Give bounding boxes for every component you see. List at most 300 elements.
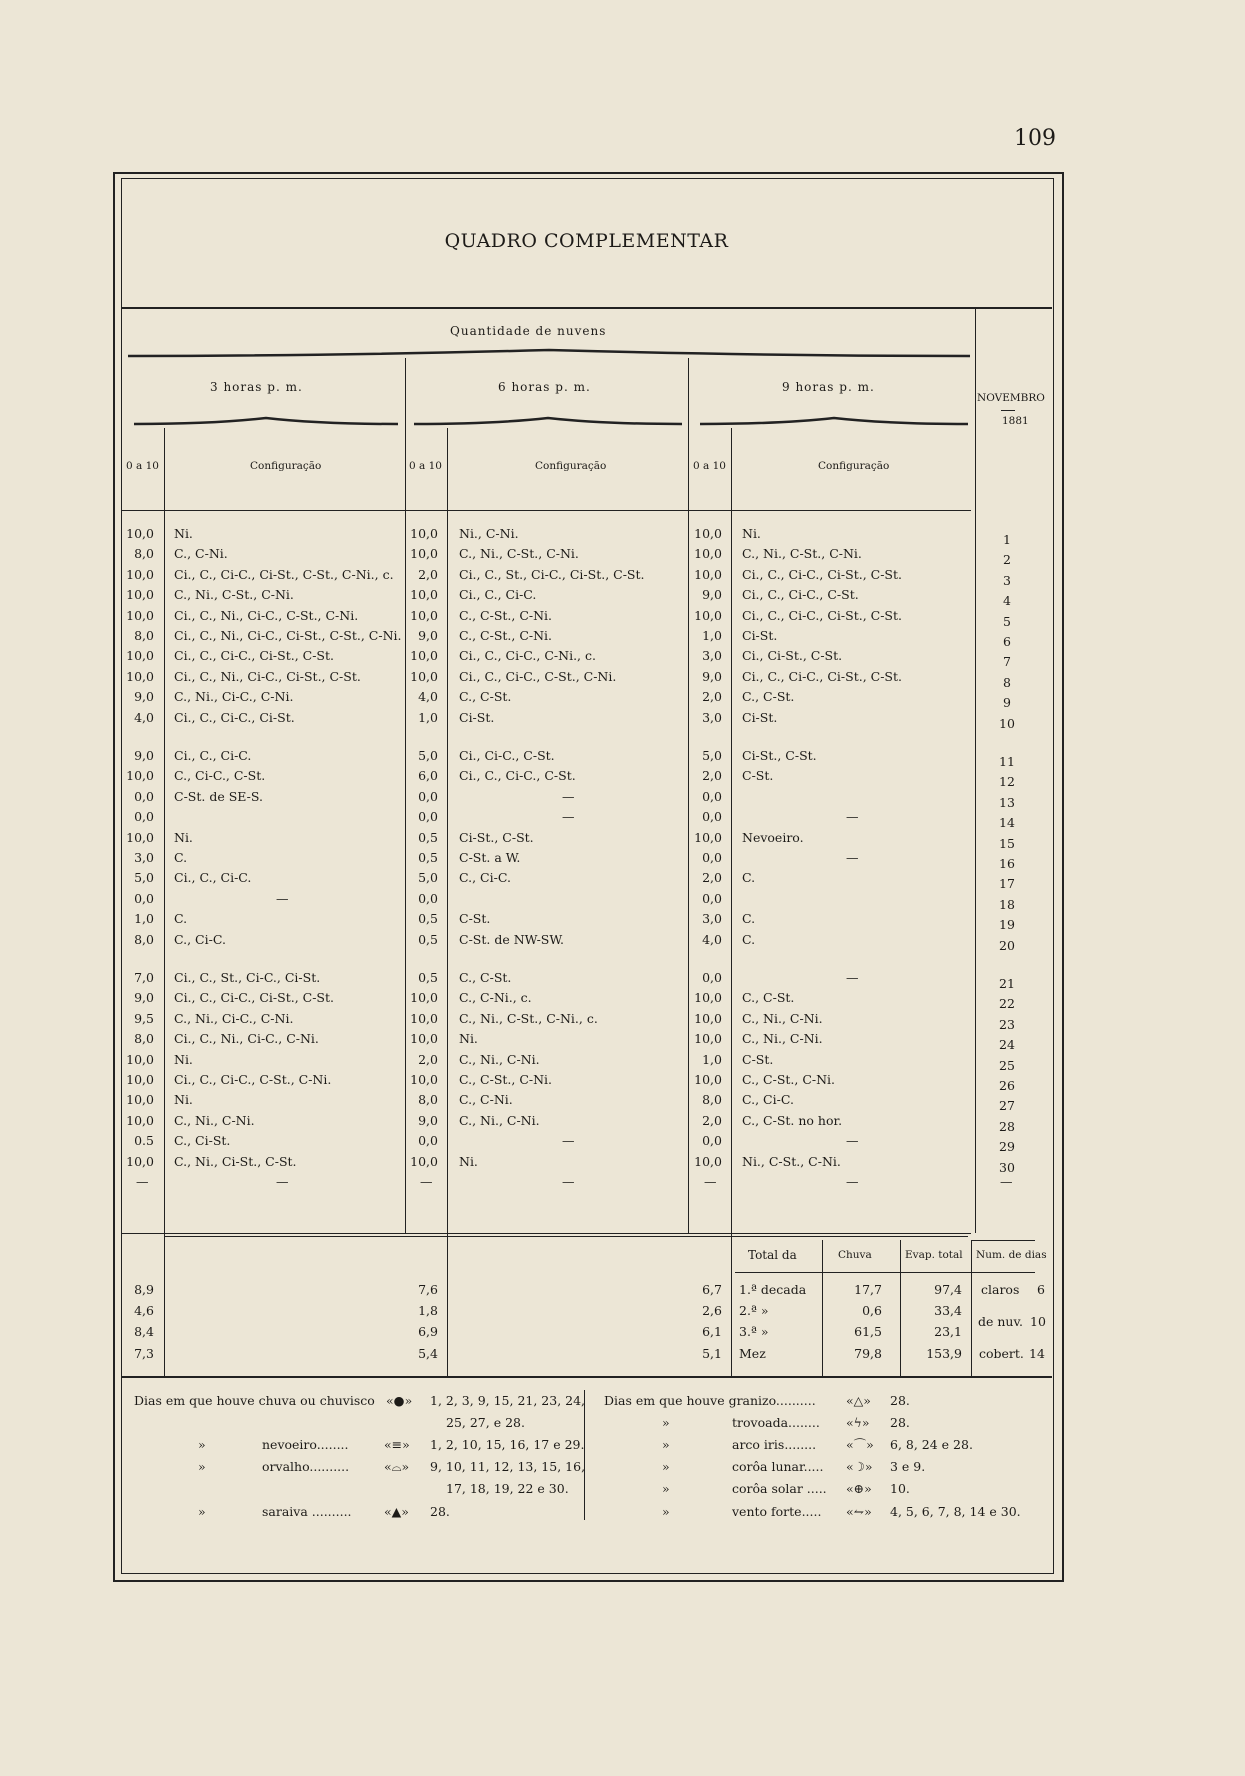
table-cell-day: 11	[999, 754, 1015, 769]
table-cell-c9: 0,0	[702, 788, 722, 804]
table-cell-c3: 0.5	[134, 1133, 154, 1149]
table-cell-c9: 2,0	[702, 689, 722, 705]
table-cell-c3: 4,0	[134, 709, 154, 725]
table-cell-c6: 10,0	[410, 1031, 438, 1047]
table-cell-k6: Ci., C., Ci-C., C-Ni., c.	[459, 648, 596, 664]
table-cell-c3: 9,5	[134, 1010, 154, 1026]
summary-claros-n: 6	[1037, 1282, 1045, 1297]
note-lunar-days: 3 e 9.	[890, 1459, 926, 1474]
table-cell-k6: C., Ci-C.	[459, 870, 511, 886]
table-cell-day: 17	[999, 876, 1015, 892]
table-cell-k6: C., Ni., C-St., C-Ni.	[459, 546, 579, 562]
table-cell-c9: 5,0	[702, 748, 722, 763]
table-cell-c9: 3,0	[702, 911, 722, 927]
table-cell-k9: —	[846, 1133, 859, 1149]
summary-cell-c3: 8,4	[134, 1324, 154, 1339]
table-cell-c6: 0,5	[418, 911, 438, 927]
table-cell-c9: 8,0	[702, 1092, 722, 1108]
table-cell-c6: 0,0	[418, 788, 438, 804]
header-config-6h: Configuração	[535, 460, 607, 472]
table-cell-k9: C.	[742, 911, 756, 927]
header-time-3h: 3 horas p. m.	[210, 380, 303, 394]
table-cell-c6: 0,0	[418, 1133, 438, 1149]
table-cell-day: 2	[1003, 552, 1011, 568]
table-cell-k6: Ni.	[459, 1153, 478, 1169]
note-ditto: »	[662, 1437, 670, 1452]
header-scale-6h: 0 a 10	[409, 460, 442, 472]
table-cell-k9: C-St.	[742, 768, 774, 784]
table-cell-k9: C., Ci-C.	[742, 1092, 794, 1108]
table-cell-k9: Ci., C., Ci-C., Ci-St., C-St.	[742, 607, 902, 623]
table-cell-k3: C-St. de SE-S.	[174, 788, 263, 804]
table-cell-k9: Ci., Ci-St., C-St.	[742, 648, 843, 664]
table-cell-c9: 10,0	[694, 566, 722, 582]
table-cell-day: 21	[999, 976, 1015, 991]
table-cell-k9: C., Ni., C-Ni.	[742, 1010, 823, 1026]
table-cell-c6: 10,0	[410, 546, 438, 562]
table-cell-day: 10	[999, 715, 1015, 731]
table-cell-c6: 10,0	[410, 587, 438, 603]
col-divider-3h-6h	[405, 358, 406, 1233]
table-cell-c6: 10,0	[410, 607, 438, 623]
table-cell-k3: Ci., C., Ni., Ci-C., C-St., C-Ni.	[174, 607, 359, 623]
header-month: NOVEMBRO	[977, 392, 1045, 404]
summary-cell-labels: Mez	[739, 1346, 766, 1361]
table-cell-day: 4	[1003, 593, 1011, 609]
table-cell-k9: Ci., C., Ci-C., C-St.	[742, 587, 859, 603]
table-title: QUADRO COMPLEMENTAR	[444, 230, 729, 252]
note-granizo-icon: «△»	[846, 1393, 871, 1408]
brace-6h	[414, 416, 682, 428]
note-lunar-label: corôa lunar.....	[732, 1459, 824, 1474]
summary-divider-d	[822, 1240, 823, 1376]
table-cell-k6: C., C-St., C-Ni.	[459, 628, 553, 643]
summary-cell-chuva: 17,7	[854, 1282, 882, 1297]
month-year-rule	[1001, 410, 1015, 411]
summary-cell-c6: 6,9	[418, 1324, 438, 1339]
wind-symbol-icon: ⥊	[853, 1504, 865, 1519]
table-cell-c6: 0,0	[418, 890, 438, 906]
table-cell-k6: Ci., C., Ci-C., C-St., C-Ni.	[459, 668, 617, 684]
table-cell-c9: 9,0	[702, 668, 722, 684]
note-granizo-label: Dias em que houve granizo..........	[604, 1393, 816, 1408]
header-group: Quantidade de nuvens	[450, 324, 607, 338]
summary-cell-labels: 1.ª decada	[739, 1282, 807, 1297]
note-ditto: »	[662, 1415, 670, 1430]
table-cell-k3: C., C-Ni.	[174, 546, 228, 562]
thunder-symbol-icon: ϟ	[853, 1415, 862, 1430]
table-cell-day: 30	[999, 1159, 1015, 1175]
fog-symbol-icon: ≡	[391, 1437, 403, 1452]
table-cell-k3: C., Ni., Ci-St., C-St.	[174, 1153, 297, 1169]
table-cell-k3: Ci., C., Ci-C.	[174, 748, 252, 763]
col-divider-9h	[731, 428, 732, 1233]
table-cell-c6: 6,0	[418, 768, 438, 784]
note-saraiva-icon: «▲»	[384, 1504, 409, 1519]
table-cell-c6: 10,0	[410, 990, 438, 1006]
note-solar-label: corôa solar .....	[732, 1481, 827, 1496]
table-cell-c9: 0,0	[702, 1133, 722, 1149]
brace-group	[128, 348, 970, 362]
solar-corona-symbol-icon: ⊕	[853, 1481, 865, 1496]
table-cell-c3: 7,0	[134, 970, 154, 985]
title-divider	[121, 307, 1052, 309]
table-cell-c3: 9,0	[134, 748, 154, 763]
table-cell-k9: —	[846, 809, 859, 825]
note-chuva-days: 1, 2, 3, 9, 15, 21, 23, 24,	[430, 1393, 586, 1408]
table-cell-c3: 8,0	[134, 931, 154, 947]
table-cell-c3: 3,0	[134, 850, 154, 865]
summary-cell-chuva: 79,8	[854, 1346, 882, 1361]
note-ditto: »	[662, 1504, 670, 1519]
header-year: 1881	[1002, 415, 1029, 427]
summary-cell-evap: 153,9	[926, 1346, 962, 1361]
summary-cell-c9: 6,7	[702, 1282, 722, 1297]
summary-divider-a	[164, 1233, 165, 1376]
summary-header-numdias: Num. de dias	[976, 1249, 1047, 1261]
table-cell-c9: 10,0	[694, 546, 722, 562]
table-cell-k9: C-St.	[742, 1051, 774, 1067]
table-cell-k9: Ci-St.	[742, 628, 778, 643]
table-cell-day: 14	[999, 815, 1015, 831]
table-cell-c3: 10,0	[126, 1072, 154, 1087]
table-cell-day: 3	[1003, 572, 1011, 588]
brace-3h	[134, 416, 398, 428]
note-nevoeiro-label: nevoeiro........	[262, 1437, 349, 1452]
summary-cell-c6: 7,6	[418, 1282, 438, 1297]
subheader-rule-3	[164, 1236, 968, 1237]
col-divider-3h	[164, 428, 165, 1233]
summary-cell-chuva: 61,5	[854, 1324, 882, 1339]
table-cell-k6: Ci-St., C-St.	[459, 829, 534, 845]
rain-symbol-icon: ●	[393, 1393, 405, 1408]
summary-cell-evap: 97,4	[934, 1282, 962, 1297]
summary-divider-b	[447, 1233, 448, 1376]
table-cell-k9: C., Ni., C-Ni.	[742, 1031, 823, 1047]
table-cell-c3: 5,0	[134, 870, 154, 886]
table-cell-c9: 1,0	[702, 628, 722, 643]
table-cell-c9: 3,0	[702, 648, 722, 664]
table-cell-day: 6	[1003, 634, 1011, 649]
table-cell-c6: 4,0	[418, 689, 438, 705]
table-cell-c9: 10,0	[694, 1010, 722, 1026]
table-cell-k6: C., C-St., C-Ni.	[459, 607, 553, 623]
table-cell-c9: 0,0	[702, 809, 722, 825]
table-cell-c6: 8,0	[418, 1092, 438, 1108]
summary-cell-chuva: 0,6	[862, 1303, 882, 1318]
note-vento-days: 4, 5, 6, 7, 8, 14 e 30.	[890, 1504, 1021, 1519]
dash-row-cell: —	[276, 1173, 289, 1189]
table-cell-c3: 10,0	[126, 829, 154, 845]
note-lunar-icon: «☽»	[846, 1459, 873, 1474]
table-cell-day: 8	[1003, 674, 1011, 690]
table-cell-k9: C., Ni., C-St., C-Ni.	[742, 546, 862, 562]
table-cell-k6: C., Ni., C-Ni.	[459, 1051, 540, 1067]
note-ditto: »	[198, 1437, 206, 1452]
table-cell-k3: C., Ni., C-Ni.	[174, 1112, 255, 1128]
table-cell-day: 20	[999, 937, 1015, 953]
note-orvalho-label: orvalho..........	[262, 1459, 350, 1474]
table-cell-k6: Ni.	[459, 1031, 478, 1047]
summary-cell-c6: 1,8	[418, 1303, 438, 1318]
table-cell-k9: Ni., C-St., C-Ni.	[742, 1153, 841, 1169]
rainbow-symbol-icon: ⌒	[853, 1437, 867, 1452]
table-cell-k3: Ci., C., Ci-C., Ci-St.	[174, 709, 295, 725]
header-time-6h: 6 horas p. m.	[498, 380, 591, 394]
summary-header-evap: Evap. total	[905, 1249, 963, 1261]
summary-divider-c	[731, 1233, 732, 1376]
table-cell-c9: 4,0	[702, 931, 722, 947]
table-cell-k6: —	[562, 788, 575, 804]
dash-row-cell: —	[562, 1173, 575, 1189]
table-cell-c3: 10,0	[126, 526, 154, 541]
table-cell-k9: Ci., C., Ci-C., Ci-St., C-St.	[742, 668, 902, 684]
table-cell-k6: C., C-St., C-Ni.	[459, 1072, 553, 1087]
table-cell-k3: Ci., C., St., Ci-C., Ci-St.	[174, 970, 321, 985]
table-cell-k3: Ci., C., Ci-C., Ci-St., C-St.	[174, 990, 334, 1006]
table-cell-k3: C.	[174, 850, 188, 865]
header-time-9h: 9 horas p. m.	[782, 380, 875, 394]
table-cell-c6: 10,0	[410, 1153, 438, 1169]
table-cell-k3: Ni.	[174, 829, 193, 845]
note-chuva-cont: 25, 27, e 28.	[446, 1415, 525, 1430]
table-cell-day: 9	[1003, 695, 1011, 711]
table-cell-c6: 10,0	[410, 668, 438, 684]
summary-claros: claros	[981, 1282, 1020, 1297]
header-config-3h: Configuração	[250, 460, 322, 472]
table-cell-day: 7	[1003, 654, 1011, 670]
table-cell-c3: 10,0	[126, 587, 154, 603]
table-cell-k9: C., C-St.	[742, 689, 795, 705]
table-cell-k3: Ni.	[174, 1051, 193, 1067]
table-cell-k6: —	[562, 1133, 575, 1149]
table-cell-k3: Ci., C., Ci-C., C-St., C-Ni.	[174, 1072, 332, 1087]
table-cell-k3: Ci., C., Ni., Ci-C., Ci-St., C-St.	[174, 668, 361, 684]
table-cell-k9: Nevoeiro.	[742, 829, 804, 845]
table-cell-c3: 10,0	[126, 768, 154, 784]
table-cell-c3: 10,0	[126, 566, 154, 582]
table-cell-k6: Ci., C., St., Ci-C., Ci-St., C-St.	[459, 566, 645, 582]
table-cell-day: 25	[999, 1057, 1015, 1073]
table-cell-k6: C-St.	[459, 911, 491, 927]
dash-row-cell: —	[136, 1173, 149, 1189]
table-cell-c6: 10,0	[410, 1010, 438, 1026]
table-cell-k9: C.	[742, 870, 756, 886]
table-cell-k3: C.	[174, 911, 188, 927]
table-cell-c6: 1,0	[418, 709, 438, 725]
note-ditto: »	[662, 1459, 670, 1474]
note-ditto: »	[198, 1459, 206, 1474]
table-cell-k3: C., Ni., Ci-C., C-Ni.	[174, 689, 294, 705]
table-cell-c9: 0,0	[702, 850, 722, 865]
table-cell-day: 29	[999, 1139, 1015, 1155]
dash-row-cell: —	[1000, 1173, 1013, 1189]
table-cell-day: 16	[999, 856, 1015, 871]
table-cell-day: 26	[999, 1078, 1015, 1093]
dash-row-cell: —	[846, 1173, 859, 1189]
table-cell-k6: Ni., C-Ni.	[459, 526, 519, 541]
summary-cell-evap: 33,4	[934, 1303, 962, 1318]
summary-cell-c6: 5,4	[418, 1346, 438, 1361]
table-cell-c9: 10,0	[694, 990, 722, 1006]
table-cell-k3: —	[276, 890, 289, 906]
table-cell-c6: 5,0	[418, 748, 438, 763]
table-cell-k9: C., C-St.	[742, 990, 795, 1006]
table-cell-k6: C., C-St.	[459, 970, 512, 985]
table-cell-k3: Ci., C., Ci-C., Ci-St., C-St., C-Ni., c.	[174, 566, 394, 582]
table-cell-c3: 10,0	[126, 607, 154, 623]
table-cell-day: 19	[999, 917, 1015, 933]
table-cell-c3: 0,0	[134, 788, 154, 804]
header-config-9h: Configuração	[818, 460, 890, 472]
table-cell-c6: 0,0	[418, 809, 438, 825]
header-scale-3h: 0 a 10	[126, 460, 159, 472]
table-cell-k6: Ci., C., Ci-C.	[459, 587, 537, 603]
table-cell-k9: C.	[742, 931, 756, 947]
summary-cobert-n: 14	[1029, 1346, 1045, 1361]
table-cell-k3: Ci., C., Ci-C., Ci-St., C-St.	[174, 648, 334, 664]
table-cell-k6: —	[562, 809, 575, 825]
summary-cell-labels: 3.ª »	[739, 1324, 769, 1339]
table-cell-c3: 9,0	[134, 689, 154, 705]
table-cell-day: 13	[999, 794, 1015, 810]
table-cell-c6: 9,0	[418, 1112, 438, 1128]
table-cell-c6: 10,0	[410, 1072, 438, 1087]
table-cell-c9: 9,0	[702, 587, 722, 603]
table-cell-c3: 8,0	[134, 1031, 154, 1047]
table-cell-c9: 2,0	[702, 1112, 722, 1128]
table-cell-c9: 0,0	[702, 890, 722, 906]
table-cell-k9: Ci., C., Ci-C., Ci-St., C-St.	[742, 566, 902, 582]
col-divider-month	[975, 309, 976, 1233]
note-arco-label: arco iris........	[732, 1437, 817, 1452]
summary-cell-evap: 23,1	[934, 1324, 962, 1339]
summary-header-total: Total da	[748, 1248, 797, 1262]
table-cell-k6: C., Ni., C-St., C-Ni., c.	[459, 1010, 598, 1026]
table-cell-c3: 0,0	[134, 809, 154, 825]
table-cell-k3: Ci., C., Ci-C.	[174, 870, 252, 886]
table-cell-k9: Ci-St., C-St.	[742, 748, 817, 763]
header-rule	[121, 510, 971, 511]
table-cell-c9: 2,0	[702, 870, 722, 886]
table-cell-c6: 0,5	[418, 931, 438, 947]
table-cell-day: 23	[999, 1016, 1015, 1032]
table-cell-c3: 10,0	[126, 1051, 154, 1067]
table-cell-day: 15	[999, 835, 1015, 851]
table-cell-day: 18	[999, 896, 1015, 912]
table-cell-c3: 10,0	[126, 1092, 154, 1108]
col-divider-6h-9h	[688, 358, 689, 1233]
table-cell-k9: C., C-St. no hor.	[742, 1112, 843, 1128]
table-cell-k3: C., Ni., C-St., C-Ni.	[174, 587, 294, 603]
table-cell-c6: 10,0	[410, 526, 438, 541]
table-cell-day: 28	[999, 1118, 1015, 1134]
table-cell-c6: 9,0	[418, 628, 438, 643]
table-cell-c6: 2,0	[418, 1051, 438, 1067]
table-cell-k3: C., Ci-C.	[174, 931, 226, 947]
summary-divider-e	[900, 1240, 901, 1376]
table-cell-day: 24	[999, 1037, 1015, 1053]
table-cell-k3: Ni.	[174, 526, 193, 541]
table-cell-k9: —	[846, 970, 859, 985]
note-orvalho-days: 9, 10, 11, 12, 13, 15, 16,	[430, 1459, 586, 1474]
table-cell-k9: C., C-St., C-Ni.	[742, 1072, 836, 1087]
summary-divider-f	[971, 1240, 972, 1376]
dash-row-cell: —	[704, 1173, 717, 1189]
table-cell-k6: C-St. de NW-SW.	[459, 931, 564, 947]
note-solar-icon: «⊕»	[846, 1481, 872, 1496]
table-cell-c9: 10,0	[694, 1031, 722, 1047]
col-divider-6h	[447, 428, 448, 1233]
table-cell-k3: C., Ci-C., C-St.	[174, 768, 266, 784]
summary-cell-labels: 2.ª »	[739, 1303, 769, 1318]
summary-bottom-col	[971, 1240, 1035, 1241]
note-nevoeiro-icon: «≡»	[384, 1437, 410, 1452]
table-cell-k6: C-St. a W.	[459, 850, 521, 865]
table-cell-c6: 10,0	[410, 648, 438, 664]
summary-cell-c3: 7,3	[134, 1346, 154, 1361]
note-orvalho-icon: «⌓»	[384, 1459, 410, 1474]
table-cell-c9: 10,0	[694, 829, 722, 845]
summary-cobert: cobert.	[979, 1346, 1024, 1361]
table-cell-k3: Ci., C., Ni., Ci-C., Ci-St., C-St., C-Ni.	[174, 628, 402, 643]
note-saraiva-label: saraiva ..........	[262, 1504, 352, 1519]
table-cell-c9: 10,0	[694, 1072, 722, 1087]
table-cell-c3: 10,0	[126, 668, 154, 684]
table-cell-c3: 0,0	[134, 890, 154, 906]
header-scale-9h: 0 a 10	[693, 460, 726, 472]
note-nevoeiro-days: 1, 2, 10, 15, 16, 17 e 29.	[430, 1437, 585, 1452]
dash-row-cell: —	[420, 1173, 433, 1189]
brace-9h	[700, 416, 968, 428]
table-cell-k6: C., C-St.	[459, 689, 512, 705]
table-cell-k3: Ni.	[174, 1092, 193, 1108]
table-cell-k6: C., C-Ni., c.	[459, 990, 532, 1006]
note-arco-days: 6, 8, 24 e 28.	[890, 1437, 973, 1452]
table-cell-c9: 0,0	[702, 970, 722, 985]
table-cell-c6: 0,5	[418, 850, 438, 865]
summary-cell-c9: 5,1	[702, 1346, 722, 1361]
table-cell-c3: 10,0	[126, 648, 154, 664]
table-cell-k6: C., C-Ni.	[459, 1092, 513, 1108]
note-chuva-label: Dias em que houve chuva ou chuvisco	[134, 1393, 375, 1408]
summary-header-rule	[735, 1272, 1035, 1273]
table-cell-c9: 1,0	[702, 1051, 722, 1067]
table-cell-c6: 2,0	[418, 566, 438, 582]
table-cell-c6: 0,5	[418, 829, 438, 845]
table-cell-day: 1	[1003, 532, 1011, 547]
note-chuva-icon: «●»	[386, 1393, 413, 1408]
table-cell-c3: 10,0	[126, 1153, 154, 1169]
table-cell-c6: 0,5	[418, 970, 438, 985]
table-cell-c3: 8,0	[134, 628, 154, 643]
table-cell-day: 27	[999, 1098, 1015, 1114]
table-cell-k3: C., Ci-St.	[174, 1133, 231, 1149]
table-cell-k6: Ci., Ci-C., C-St.	[459, 748, 555, 763]
note-vento-label: vento forte.....	[732, 1504, 822, 1519]
summary-bottom-rule	[121, 1376, 1052, 1378]
dew-symbol-icon: ⌓	[391, 1459, 402, 1474]
table-cell-day: 12	[999, 774, 1015, 790]
hail-symbol-icon: ▲	[391, 1504, 402, 1519]
note-trovoada-label: trovoada........	[732, 1415, 820, 1430]
page-number: 109	[1014, 126, 1056, 151]
table-cell-c9: 10,0	[694, 526, 722, 541]
table-cell-k9: Ni.	[742, 526, 761, 541]
table-cell-c9: 10,0	[694, 1153, 722, 1169]
note-vento-icon: «⥊»	[846, 1504, 872, 1519]
note-arco-icon: «⌒»	[846, 1437, 874, 1452]
